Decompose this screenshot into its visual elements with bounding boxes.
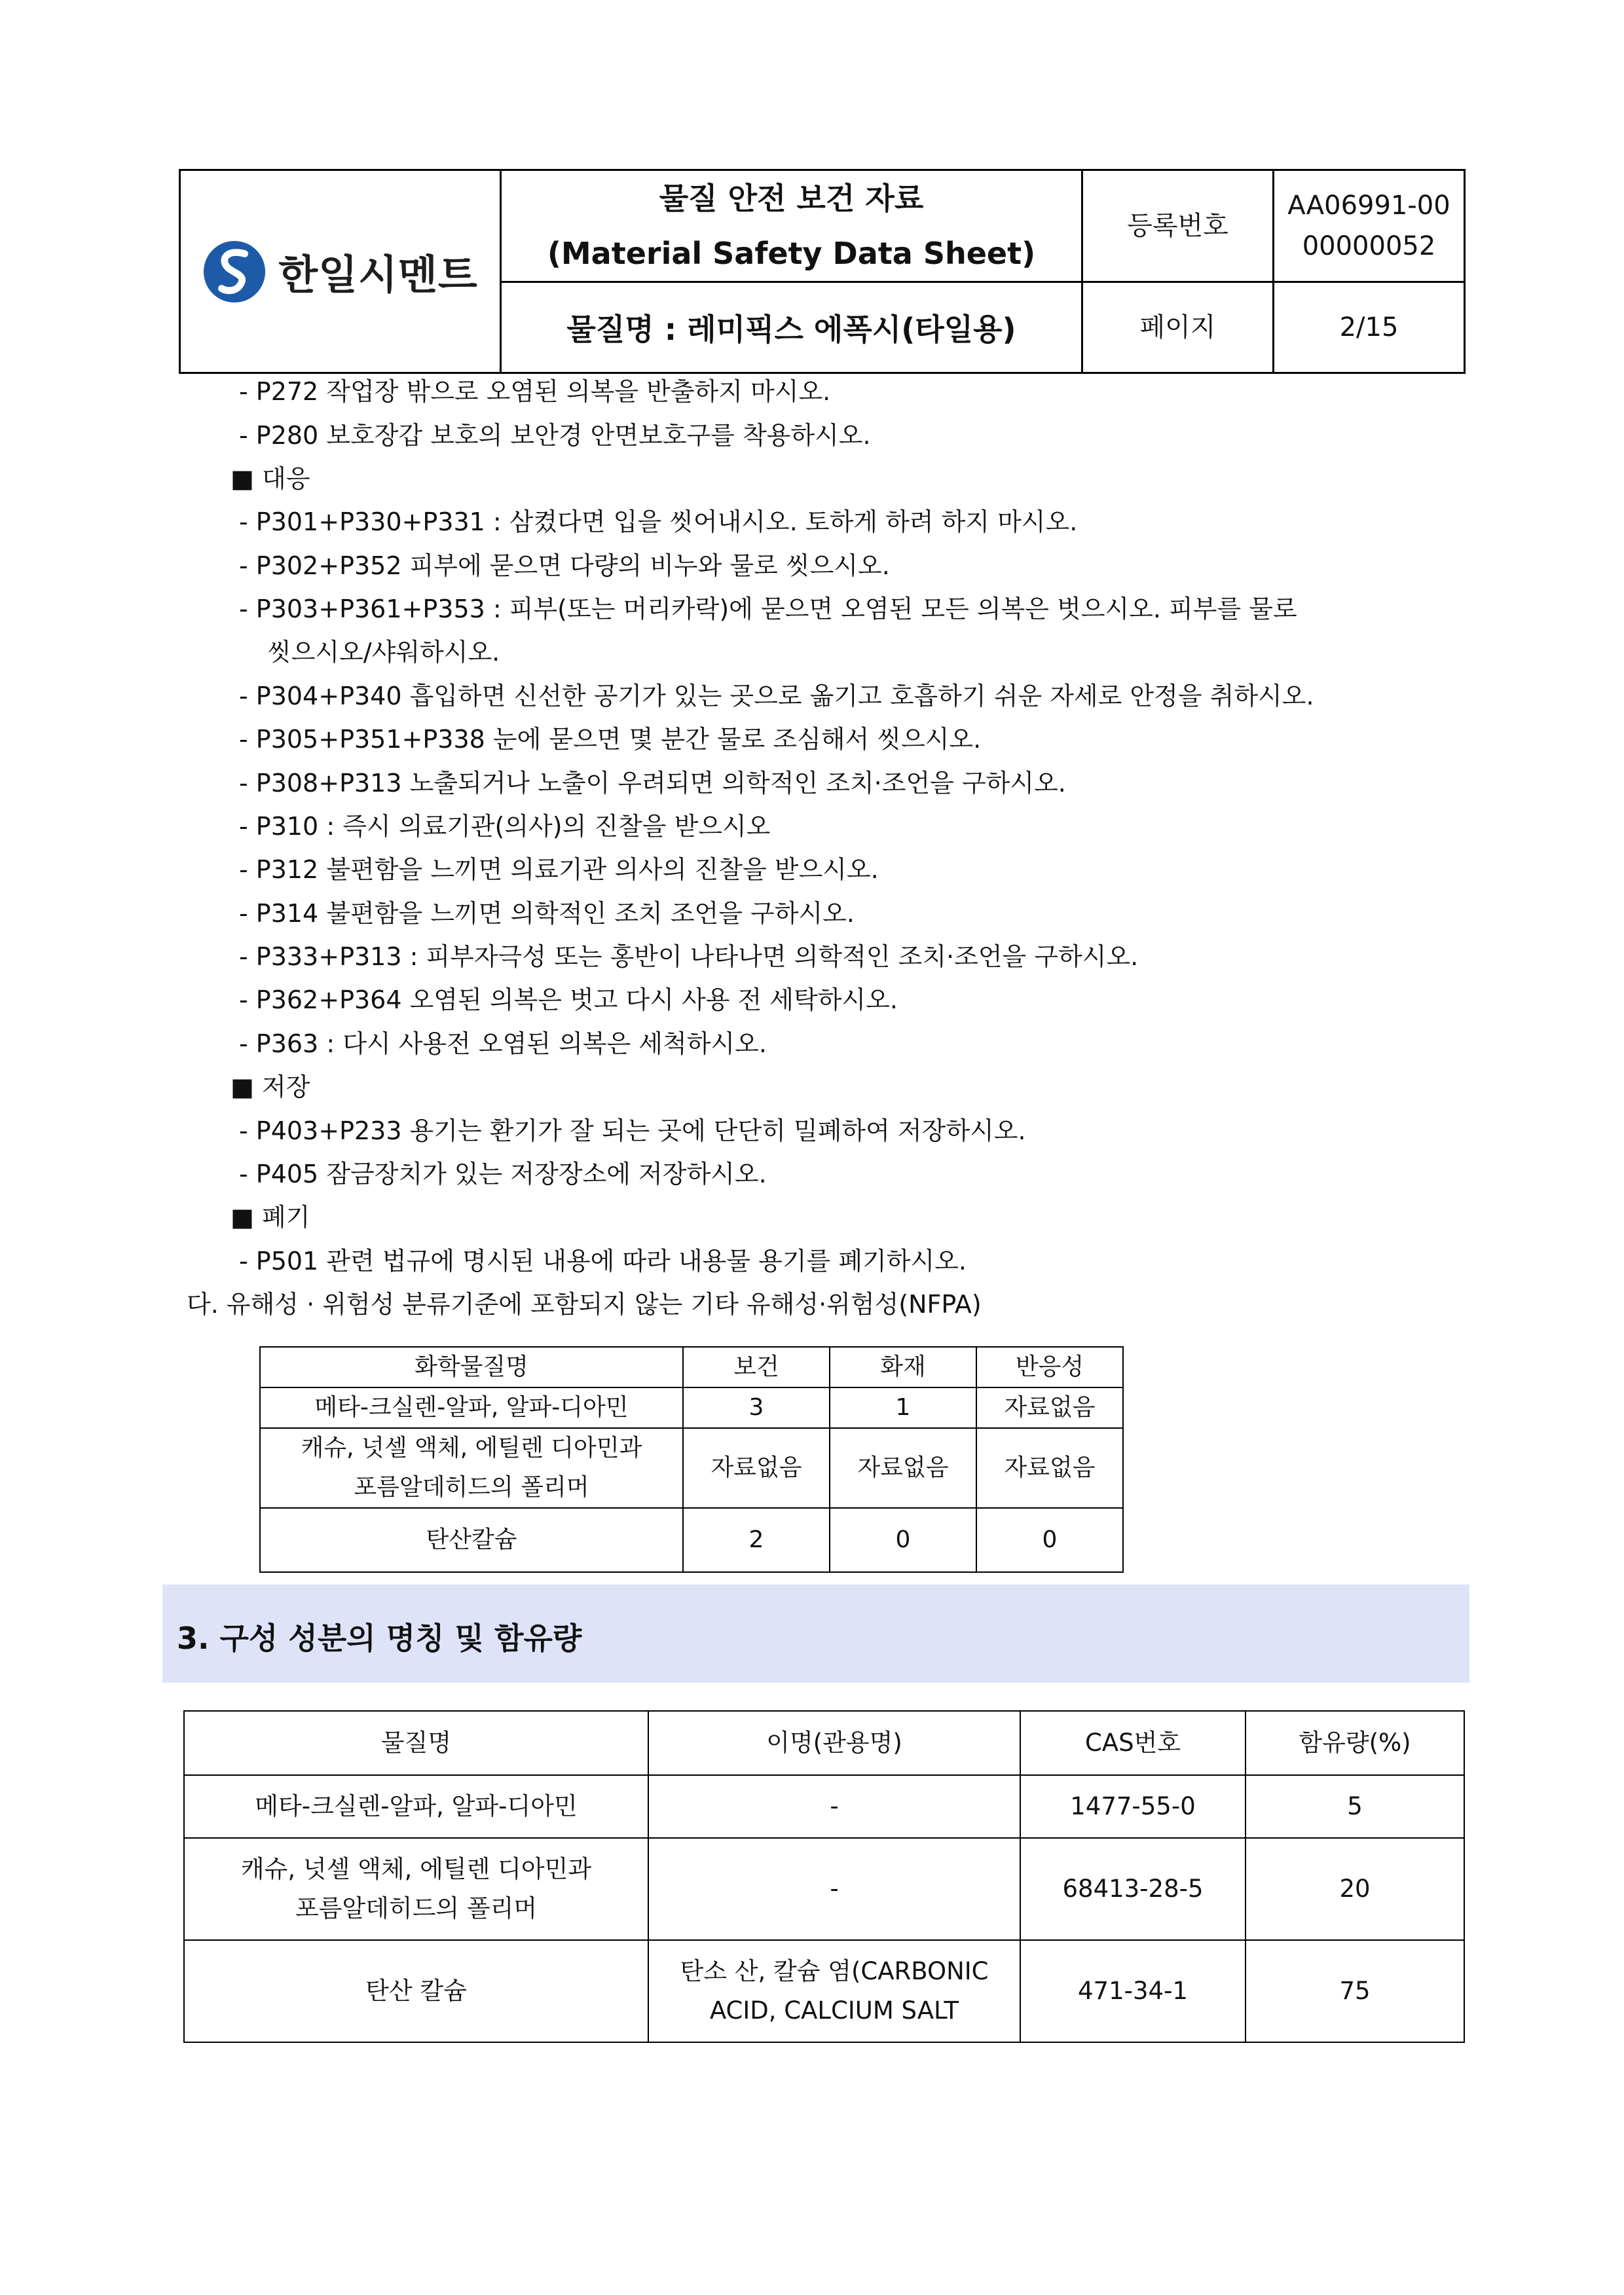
statement-line: - P403+P233 용기는 환기가 잘 되는 곳에 단단히 밀폐하여 저장하시오. (239, 1116, 1026, 1145)
table-row (184, 1940, 1464, 2042)
table-cell: 자료없음 (683, 1428, 830, 1508)
cell-line: 포름알데히드의 폴리머 (354, 1474, 589, 1501)
table-cell: - (648, 1838, 1020, 1940)
table-cell (648, 1940, 1020, 2042)
table-cell: 메타-크실렌-알파, 알파-디아민 (184, 1775, 648, 1838)
table-cell: 메타-크실렌-알파, 알파-디아민 (260, 1387, 683, 1428)
statement-line: - P501 관련 법규에 명시된 내용에 따라 내용물 용기를 폐기하시오. (239, 1247, 967, 1276)
document-title-korean: 물질 안전 보건 자료 (659, 181, 924, 216)
table-cell: 20 (1246, 1838, 1464, 1940)
statement-line: - P312 불편함을 느끼면 의료기관 의사의 진찰을 받으시오. (239, 855, 879, 884)
product-name: 물질명 : 레미픽스 에폭시(타일용) (501, 282, 1082, 373)
statement-line: - P302+P352 피부에 묻으면 다량의 비누와 물로 씻으시오. (239, 551, 890, 580)
nfpa-heading: 다. 유해성 · 위험성 분류기준에 포함되지 않는 기타 유해성·위험성(NFPA) (187, 1290, 982, 1319)
table-row (260, 1428, 1123, 1508)
composition-table (183, 1710, 1465, 2043)
page-label: 페이지 (1082, 282, 1274, 373)
table-header-cell: 함유량(%) (1246, 1711, 1464, 1775)
cell-line: ACID, CALCIUM SALT (709, 1996, 959, 2025)
table-cell (184, 1838, 648, 1940)
table-cell: 471-34-1 (1020, 1940, 1246, 2042)
statement-line: - P305+P351+P338 눈에 묻으면 몇 분간 물로 조심해서 씻으시오. (239, 725, 982, 754)
statement-line: - P333+P313 : 피부자극성 또는 홍반이 나타나면 의학적인 조치·조언을 구하시오. (239, 942, 1139, 971)
statement-line: - P301+P330+P331 : 삼켰다면 입을 씻어내시오. 토하게 하려 하지 마시오. (239, 507, 1078, 536)
table-header-cell: CAS번호 (1020, 1711, 1246, 1775)
document-title-cell (501, 170, 1082, 282)
document-title-english: (Material Safety Data Sheet) (547, 236, 1036, 271)
company-name: 한일시멘트 (278, 251, 478, 299)
section-title: 3. 구성 성분의 명칭 및 함유량 (177, 1621, 582, 1656)
statement-line: - P303+P361+P353 : 피부(또는 머리카락)에 묻으면 오염된 모든 의복은 벗으시오. 피부를 물로 (239, 595, 1297, 623)
table-cell: 자료없음 (976, 1428, 1123, 1508)
statement-line: - P304+P340 흡입하면 신선한 공기가 있는 곳으로 옮기고 호흡하기 쉬운 자세로 안정을 취하시오. (239, 682, 1314, 710)
table-row (260, 1387, 1123, 1428)
table-cell: 자료없음 (976, 1387, 1123, 1428)
table-header-cell: 이명(관용명) (648, 1711, 1020, 1775)
statement-line: - P363 : 다시 사용전 오염된 의복은 세척하시오. (239, 1029, 767, 1058)
table-row (260, 1508, 1123, 1572)
table-row (184, 1838, 1464, 1940)
table-header-cell: 반응성 (976, 1347, 1123, 1387)
registration-number-line2: 00000052 (1302, 231, 1436, 261)
statement-line: - P405 잠금장치가 있는 저장장소에 저장하시오. (239, 1160, 767, 1188)
table-row (184, 1775, 1464, 1838)
table-cell (260, 1428, 683, 1508)
table-cell: 75 (1246, 1940, 1464, 2042)
registration-number-line1: AA06991-00 (1287, 191, 1450, 221)
table-cell: - (648, 1775, 1020, 1838)
disposal-heading: ■ 폐기 (231, 1203, 310, 1232)
storage-heading: ■ 저장 (231, 1073, 310, 1101)
table-cell: 0 (976, 1508, 1123, 1572)
statement-line: - P314 불편함을 느끼면 의학적인 조치 조언을 구하시오. (239, 899, 855, 928)
table-cell: 1477-55-0 (1020, 1775, 1246, 1838)
table-cell: 3 (683, 1387, 830, 1428)
table-cell: 0 (830, 1508, 976, 1572)
statement-line: 씻으시오/샤워하시오. (267, 638, 500, 667)
table-cell: 탄산 칼슘 (184, 1940, 648, 2042)
company-logo (181, 240, 500, 304)
table-cell: 자료없음 (830, 1428, 976, 1508)
statement-line: - P280 보호장갑 보호의 보안경 안면보호구를 착용하시오. (239, 421, 871, 450)
table-header-cell: 화재 (830, 1347, 976, 1387)
table-cell: 탄산칼슘 (260, 1508, 683, 1572)
statement-line: - P308+P313 노출되거나 노출이 우려되면 의학적인 조치·조언을 구하시오. (239, 769, 1066, 798)
statement-line: - P310 : 즉시 의료기관(의사)의 진찰을 받으시오 (239, 812, 771, 841)
cell-line: 탄소 산, 칼슘 염(CARBONIC (680, 1957, 989, 1985)
table-header-cell: 물질명 (184, 1711, 648, 1775)
table-header-cell: 보건 (683, 1347, 830, 1387)
table-header-row (184, 1711, 1464, 1775)
header-table (179, 169, 1466, 374)
statement-line: - P362+P364 오염된 의복은 벗고 다시 사용 전 세탁하시오. (239, 985, 898, 1014)
table-cell: 5 (1246, 1775, 1464, 1838)
table-header-row (260, 1347, 1123, 1387)
nfpa-table (259, 1346, 1124, 1573)
registration-label: 등록번호 (1082, 170, 1274, 282)
cell-line: 포름알데히드의 폴리머 (295, 1894, 538, 1922)
page-number: 2/15 (1274, 282, 1465, 373)
statement-line: - P272 작업장 밖으로 오염된 의복을 반출하지 마시오. (239, 377, 831, 406)
company-logo-icon (202, 240, 267, 304)
table-cell: 1 (830, 1387, 976, 1428)
registration-number-cell (1274, 170, 1465, 282)
cell-line: 캐슈, 넛셀 액체, 에틸렌 디아민과 (301, 1435, 642, 1461)
table-cell: 68413-28-5 (1020, 1838, 1246, 1940)
table-header-cell: 화학물질명 (260, 1347, 683, 1387)
cell-line: 캐슈, 넛셀 액체, 에틸렌 디아민과 (240, 1855, 592, 1883)
logo-cell (180, 170, 501, 373)
response-heading: ■ 대응 (231, 464, 310, 493)
table-cell: 2 (683, 1508, 830, 1572)
